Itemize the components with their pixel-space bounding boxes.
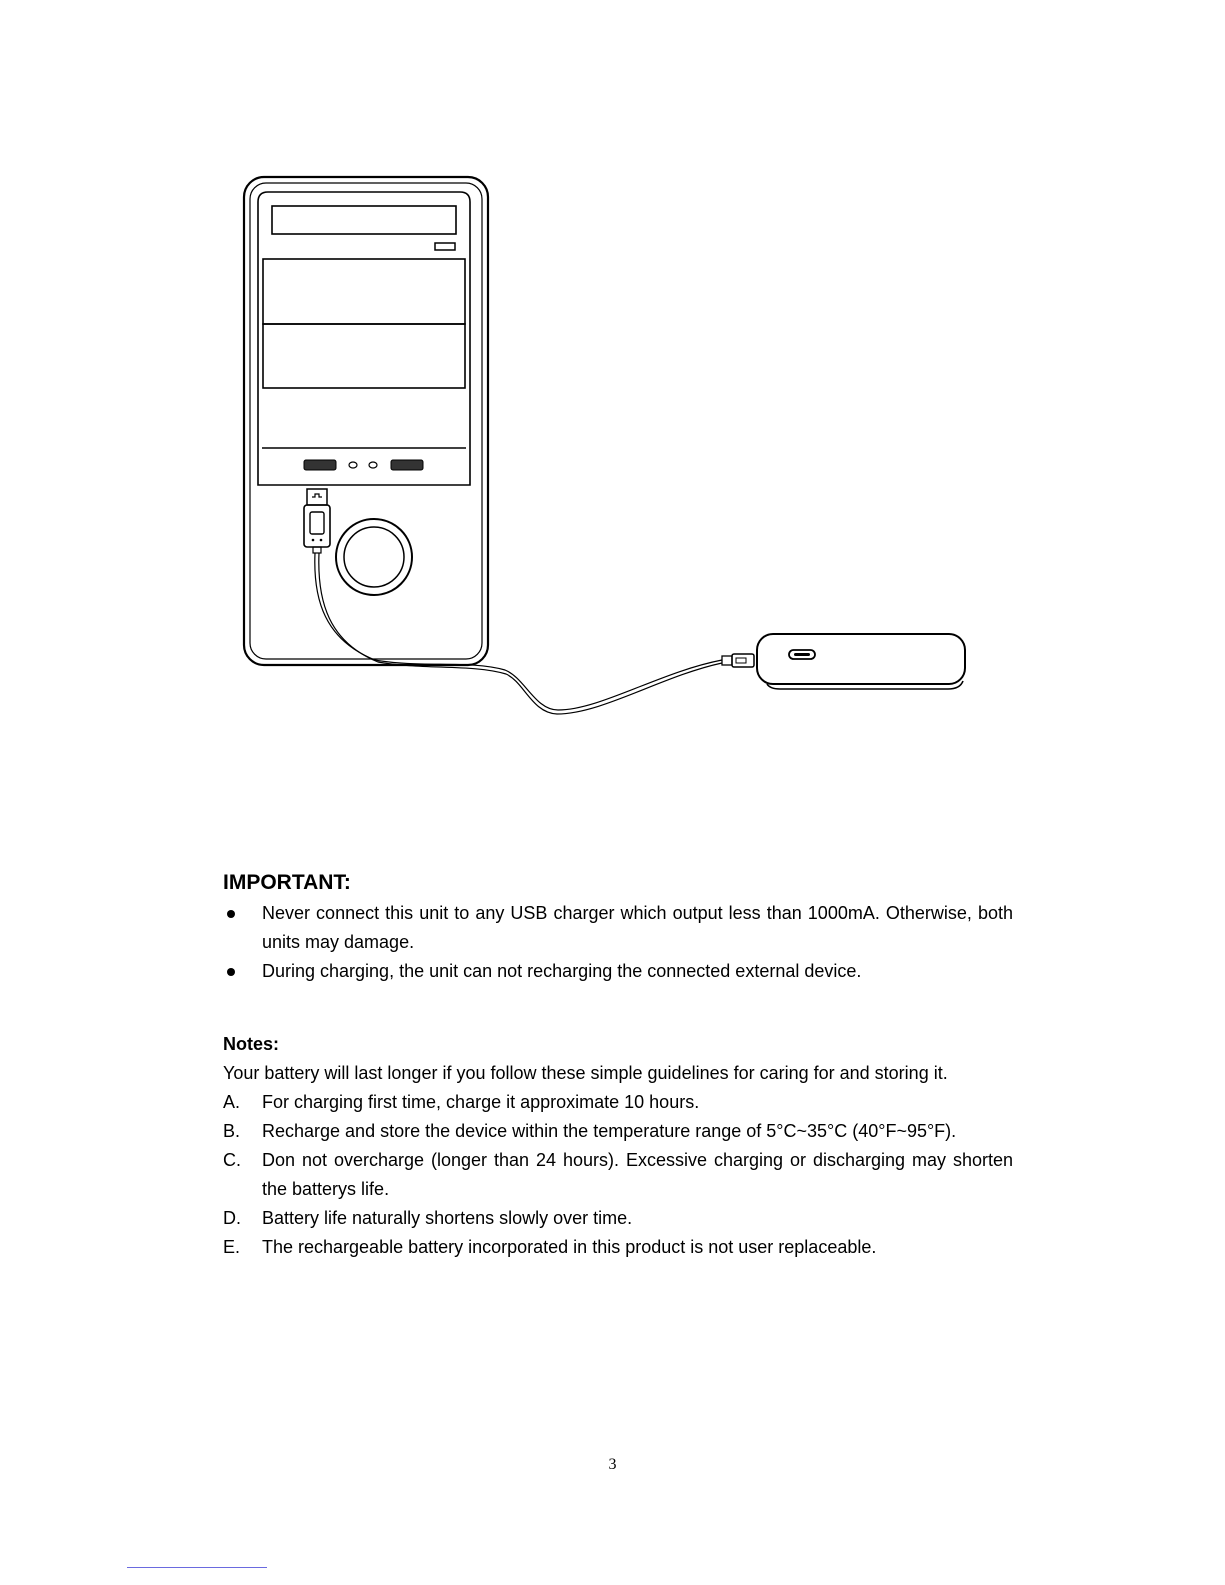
note-marker: B. xyxy=(223,1121,241,1141)
notes-heading: Notes: xyxy=(223,1034,280,1054)
notes-section xyxy=(223,1030,1013,1262)
computer-tower-icon xyxy=(244,177,488,665)
important-item: Never connect this unit to any USB charger which output less than 1000mA. Otherwise, both units may damage. xyxy=(223,899,1013,957)
note-text: Recharge and store the device within the temperature range of 5°C~35°C (40°F~95°F). xyxy=(262,1121,957,1141)
note-text: For charging first time, charge it approximate 10 hours. xyxy=(262,1092,700,1112)
usb-cable-icon xyxy=(304,489,754,714)
note-item xyxy=(223,1117,1013,1146)
charging-illustration xyxy=(0,0,1225,760)
note-marker: E. xyxy=(223,1237,241,1257)
note-item xyxy=(223,1088,1013,1117)
note-marker: D. xyxy=(223,1208,241,1228)
important-list xyxy=(223,899,1013,986)
note-text: Don not overcharge (longer than 24 hours). Excessive charging or discharging may shorten the batterys life. xyxy=(262,1150,1013,1199)
note-item xyxy=(223,1204,1013,1233)
important-item: During charging, the unit can not recharging the connected external device. xyxy=(223,957,1013,986)
important-section xyxy=(223,869,1013,986)
important-heading: IMPORTANT: xyxy=(223,871,351,894)
note-text: Battery life naturally shortens slowly over time. xyxy=(262,1208,633,1228)
footnote-rule xyxy=(127,1567,267,1568)
note-item xyxy=(223,1146,1013,1204)
page-number: 3 xyxy=(608,1456,617,1473)
notes-intro: Your battery will last longer if you follow these simple guidelines for caring for and storing it. xyxy=(223,1063,948,1083)
notes-list xyxy=(223,1088,1013,1262)
power-bank-icon xyxy=(757,634,965,689)
note-text: The rechargeable battery incorporated in this product is not user replaceable. xyxy=(262,1237,877,1257)
note-marker: A. xyxy=(223,1092,241,1112)
note-marker: C. xyxy=(223,1150,241,1170)
note-item xyxy=(223,1233,1013,1262)
